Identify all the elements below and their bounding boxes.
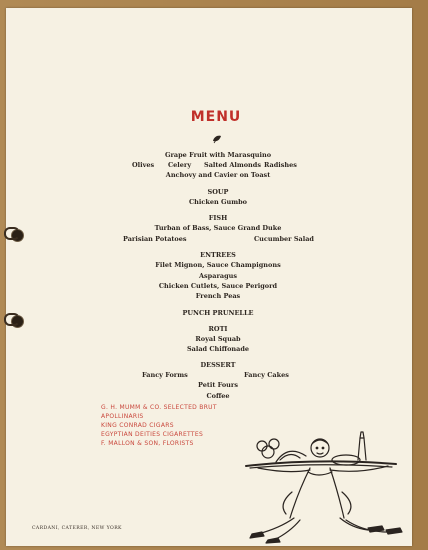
menu-item: Filet Mignon, Sauce Champignons [155, 261, 281, 269]
menu-title: MENU [190, 109, 242, 125]
menu-item: Fancy Cakes [244, 371, 289, 379]
credit-line: G. H. MUMM & CO. SELECTED BRUT [101, 404, 217, 411]
menu-item: Coffee [206, 392, 230, 400]
credit-line: APOLLINARIS [101, 413, 144, 420]
course-heading-entrees: ENTREES [200, 251, 236, 259]
menu-item: Celery [168, 161, 192, 169]
waiter-carrying-tray-illustration [228, 422, 414, 546]
menu-item: Salad Chiffonade [186, 345, 250, 353]
menu-item: French Peas [195, 292, 241, 300]
credit-line: KING CONRAD CIGARS [101, 422, 174, 429]
menu-item: Royal Squab [195, 335, 241, 343]
leaf-ornament-icon [212, 134, 222, 144]
menu-item: Anchovy and Cavier on Toast [165, 171, 271, 179]
course-heading-dessert: DESSERT [200, 361, 236, 369]
course-heading-fish: FISH [208, 214, 228, 222]
course-heading-roti: ROTI [208, 325, 228, 333]
menu-item: Salted Almonds [204, 161, 261, 169]
menu-item: Fancy Forms [142, 371, 188, 379]
menu-item: Turban of Bass, Sauce Grand Duke [154, 224, 282, 232]
course-heading-punch: PUNCH PRUNELLE [182, 309, 254, 317]
menu-item: Cucumber Salad [254, 235, 314, 243]
caterer-footer: CARDANI, CATERER, NEW YORK [32, 526, 122, 531]
menu-item: Grape Fruit with Marasquino [164, 151, 272, 159]
menu-item: Asparagus [198, 272, 238, 280]
menu-item: Radishes [264, 161, 297, 169]
menu-item: Petit Fours [198, 381, 238, 389]
menu-item: Parisian Potatoes [123, 235, 187, 243]
menu-item: Chicken Gumbo [189, 198, 247, 206]
course-heading-soup: SOUP [207, 188, 229, 196]
menu-item: Olives [132, 161, 155, 169]
menu-item: Chicken Cutlets, Sauce Perigord [158, 282, 278, 290]
credit-line: F. MALLON & SON, FLORISTS [101, 440, 194, 447]
menu-page [6, 8, 412, 546]
credit-line: EGYPTIAN DEITIES CIGARETTES [101, 431, 204, 438]
